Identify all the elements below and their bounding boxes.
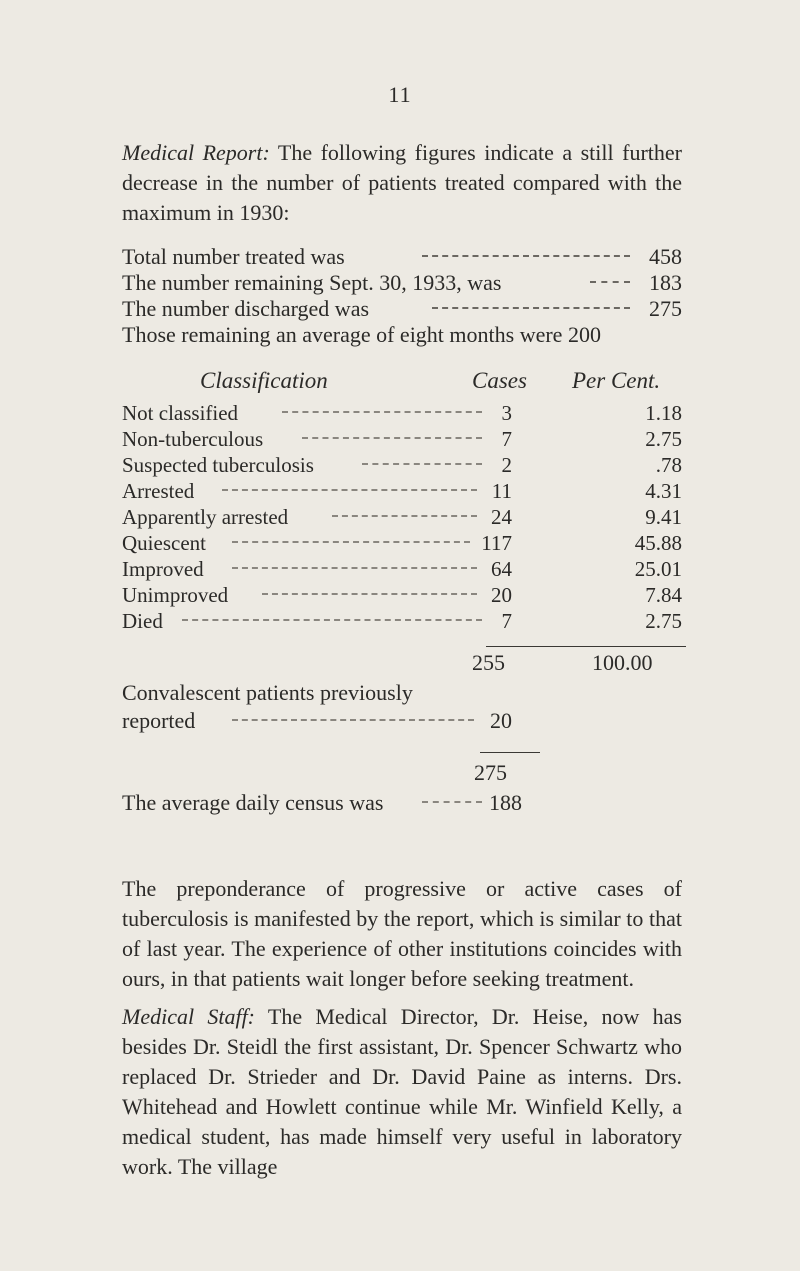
stat-value: 183: [649, 270, 682, 295]
stat-label: The number remaining Sept. 30, 1933, was: [122, 270, 502, 295]
row-cases: 7: [501, 427, 512, 451]
row-cases: 117: [481, 531, 512, 555]
leader-dashes: [232, 567, 477, 569]
remaining-note-text: Those remaining an average of eight months were 200: [122, 322, 601, 347]
convalescent-line-1: Convalescent patients previously: [122, 680, 413, 705]
convalescent-row: [122, 708, 682, 734]
staff-text: The Medical Director, Dr. Heise, now has besides Dr. Steidl the first assistant, Dr. Spencer Schwartz who replaced Dr. Strieder and Dr. David Paine as interns. Drs. Whitehead and Howlett continue while Mr. Winfield Kelly, a medical student, has made himself very useful in laboratory work. The village: [122, 1004, 682, 1179]
row-cases: 7: [501, 609, 512, 633]
row-cases: 64: [491, 557, 512, 581]
row-label: Quiescent: [122, 531, 206, 555]
grand-total-rule: [480, 752, 540, 753]
leader-dashes: [422, 801, 482, 803]
leader-dashes: [282, 411, 482, 413]
row-label: Not classified: [122, 401, 239, 425]
header-percent: Per Cent.: [572, 368, 661, 393]
leader-dashes: [362, 463, 482, 465]
leader-dashes: [590, 281, 630, 283]
row-percent: .78: [655, 453, 682, 477]
stat-value: 458: [649, 244, 682, 269]
table-row: [122, 400, 682, 426]
row-label: Died: [122, 609, 163, 633]
row-label: Non-tuberculous: [122, 427, 264, 451]
intro-paragraph: [122, 138, 682, 228]
header-cases: Cases: [472, 368, 527, 393]
leader-dashes: [232, 541, 470, 543]
row-percent: 45.88: [634, 531, 682, 555]
row-percent: 4.31: [645, 479, 682, 503]
row-percent: 9.41: [645, 505, 682, 529]
table-header: [0, 368, 800, 398]
header-classification: Classification: [200, 368, 328, 393]
row-label: Unimproved: [122, 583, 229, 607]
row-label: Suspected tuberculosis: [122, 453, 314, 477]
row-percent: 7.84: [645, 583, 682, 607]
stat-label: The number discharged was: [122, 296, 370, 321]
row-cases: 2: [501, 453, 512, 477]
stat-discharged: [122, 296, 682, 322]
leader-dashes: [332, 515, 477, 517]
leader-dashes: [302, 437, 482, 439]
table-row: [122, 530, 682, 556]
row-percent: 25.01: [634, 557, 682, 581]
leader-dashes: [432, 307, 630, 309]
row-cases: 24: [491, 505, 512, 529]
leader-dashes: [222, 489, 477, 491]
row-percent: 2.75: [645, 609, 682, 633]
convalescent-line-2: reported: [122, 708, 196, 733]
convalescent-cases: 20: [490, 708, 512, 733]
total-cases: 255: [472, 650, 505, 675]
staff-paragraph: [122, 1002, 682, 1182]
row-label: Arrested: [122, 479, 195, 503]
table-row: [122, 452, 682, 478]
row-label: Apparently arrested: [122, 505, 289, 529]
row-cases: 20: [491, 583, 512, 607]
leader-dashes: [232, 719, 474, 721]
page-number: 11: [388, 82, 412, 107]
table-row: [122, 426, 682, 452]
leader-dashes: [422, 255, 630, 257]
table-row: [122, 582, 682, 608]
row-label: Improved: [122, 557, 204, 581]
row-cases: 3: [501, 401, 512, 425]
table-row: [122, 608, 682, 634]
staff-label: Medical Staff:: [122, 1004, 256, 1029]
leader-dashes: [182, 619, 482, 621]
preponderance-paragraph: The preponderance of progressive or active cases of tuberculosis is manifested by the report, which is similar to that of last year. The experience of other institutions coincides with ours, in that patients wait longer before seeking treatment.: [122, 876, 682, 991]
row-cases: 11: [491, 479, 512, 503]
row-percent: 2.75: [645, 427, 682, 451]
table-row: [122, 504, 682, 530]
intro-text: The following figures indicate a still further decrease in the number of patients treated compared with the maximum in 1930:: [122, 140, 682, 225]
intro-label: Medical Report:: [122, 140, 270, 165]
census-value: 188: [489, 790, 522, 815]
table-row: [122, 478, 682, 504]
grand-total: 275: [474, 760, 507, 785]
stat-remaining: [122, 270, 682, 296]
leader-dashes: [262, 593, 477, 595]
totals-rule: [486, 646, 686, 647]
stat-total-treated: [122, 244, 682, 270]
census-label: The average daily census was: [122, 790, 384, 815]
stat-label: Total number treated was: [122, 244, 345, 269]
census-row: [122, 790, 522, 816]
remaining-note: [122, 322, 682, 348]
total-percent: 100.00: [592, 650, 653, 675]
row-percent: 1.18: [645, 401, 682, 425]
stat-value: 275: [649, 296, 682, 321]
table-row: [122, 556, 682, 582]
